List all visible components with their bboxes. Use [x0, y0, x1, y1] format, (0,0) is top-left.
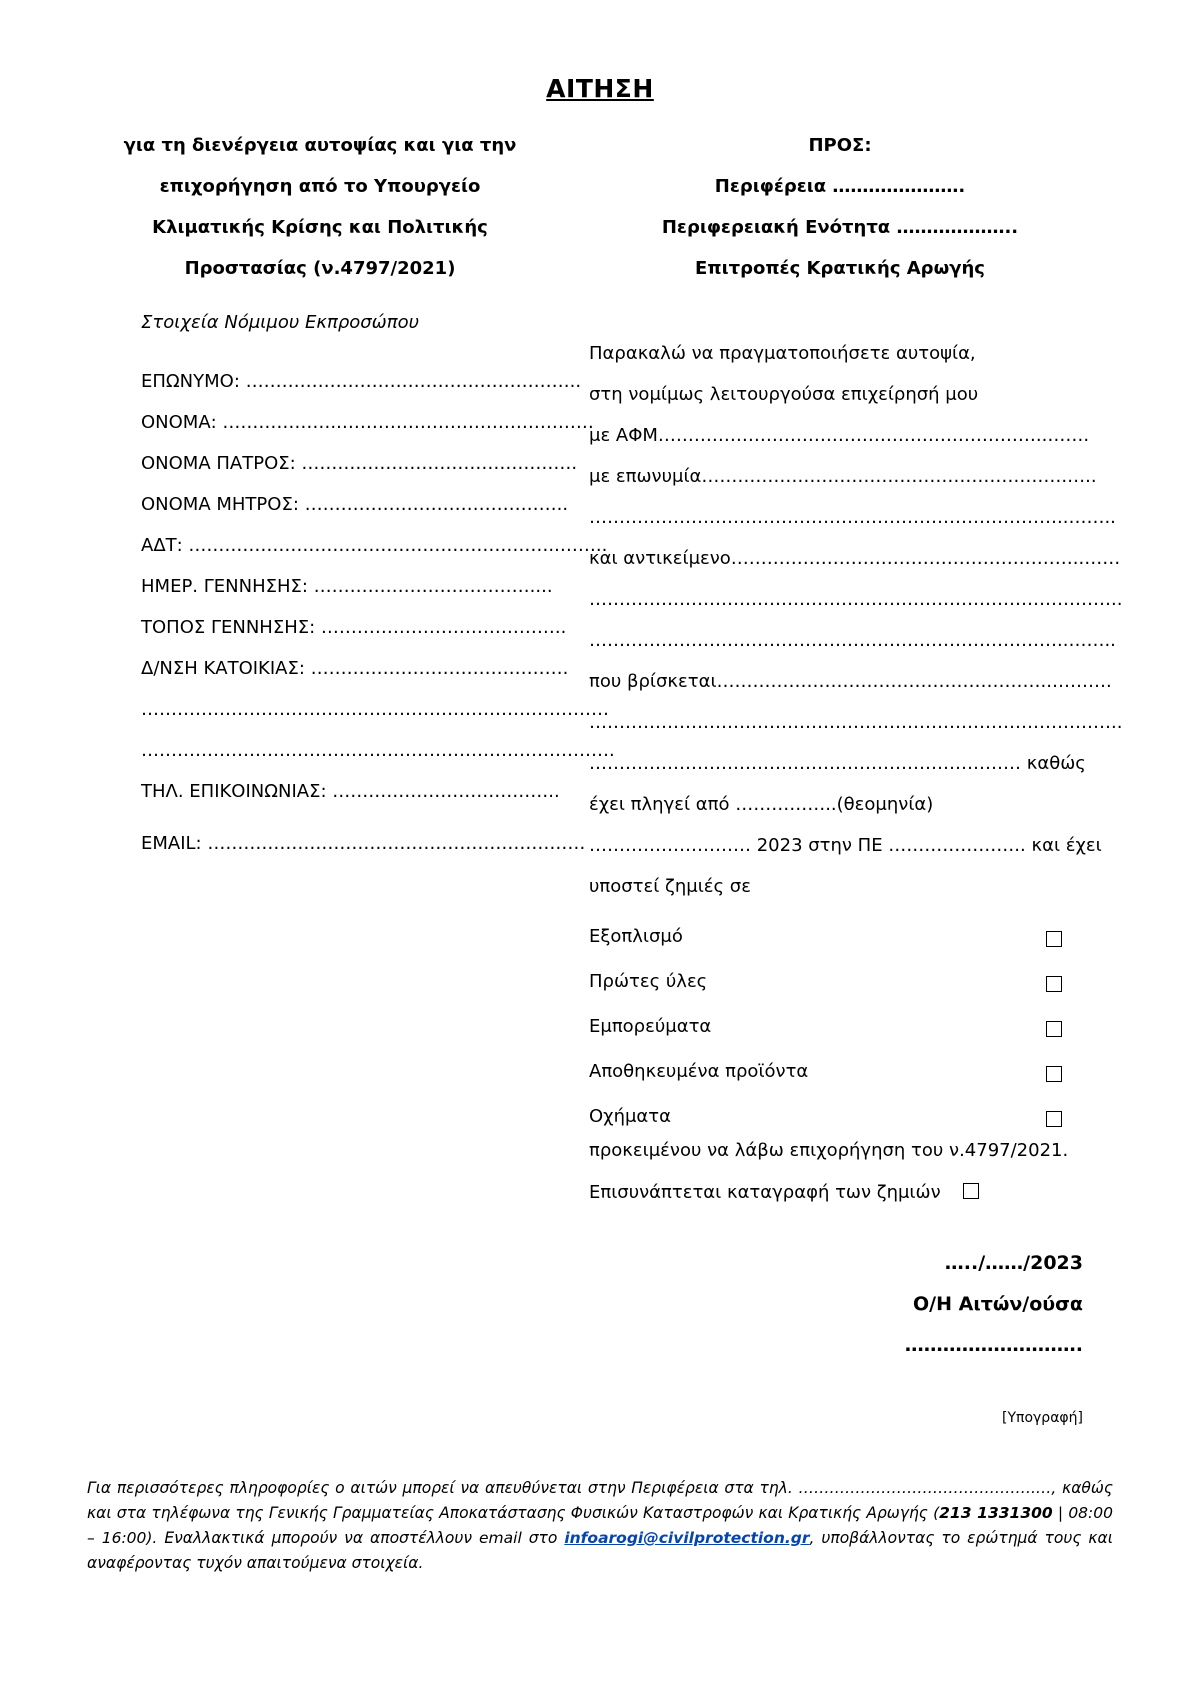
subject-line: Κλιματικής Κρίσης και Πολιτικής: [152, 217, 488, 238]
date-field[interactable]: …../……/2023: [944, 1252, 1083, 1274]
damage-option-label: Εμπορεύματα: [589, 1016, 712, 1037]
damage-option-label: Εξοπλισμό: [589, 926, 683, 947]
purpose-line: προκειμένου να λάβω επιχορήγηση του ν.4797/2021.: [589, 1140, 1069, 1161]
raw-materials-checkbox[interactable]: [1046, 976, 1062, 992]
id-number-field[interactable]: ΑΔΤ: ……………………………………………………..……..: [141, 535, 608, 556]
recipient-line: Περιφέρεια ………………….: [714, 176, 966, 197]
recipient-line: Επιτροπές Κρατικής Αρωγής: [695, 258, 985, 279]
disaster-field[interactable]: έχει πληγεί από ……………..(θεομηνία): [589, 794, 934, 815]
footer-text: | 08:00 – 16:00). Εναλλακτικά μπορούν να αποστέλλουν email στο: [87, 1504, 1113, 1547]
footer-text: , υποβάλλοντας το ερώτημά τους και αναφέροντας τυχόν απαιτούμενα στοιχεία.: [87, 1529, 1114, 1572]
vehicles-checkbox[interactable]: [1046, 1111, 1062, 1127]
subject-line: Προστασίας (ν.4797/2021): [184, 258, 456, 279]
applicant-label: Ο/Η Αιτών/ούσα: [913, 1293, 1083, 1315]
page-title: ΑΙΤΗΣΗ: [546, 74, 654, 103]
damage-option-label: Αποθηκευμένα προϊόντα: [589, 1061, 809, 1082]
section-label: Στοιχεία Νόμιμου Εκπροσώπου: [141, 312, 419, 333]
business-activity-line[interactable]: ……………………………………………………………………………..: [589, 589, 1123, 610]
business-name-line[interactable]: ……………………………………………………………………..……..: [589, 507, 1116, 528]
surname-field[interactable]: ΕΠΩΝΥΜΟ: ………………………………………………..: [141, 371, 582, 392]
damage-option-label: Οχήματα: [589, 1106, 671, 1127]
afm-field[interactable]: με ΑΦΜ………………………………………………………..…….: [589, 425, 1090, 446]
signature-caption: [Υπογραφή]: [1002, 1410, 1083, 1426]
email-field[interactable]: EMAIL: ………………………………………………………: [141, 833, 586, 854]
attached-label: Επισυνάπτεται καταγραφή των ζημιών: [589, 1182, 941, 1203]
attached-checkbox[interactable]: [963, 1183, 979, 1199]
address-field[interactable]: Δ/ΝΣΗ ΚΑΤΟΙΚΙΑΣ: …………………………………….: [141, 658, 569, 679]
location-field[interactable]: που βρίσκεται………………………………………………..……….: [589, 671, 1112, 692]
stored-products-checkbox[interactable]: [1046, 1066, 1062, 1082]
business-activity-line[interactable]: ……………………………………………………………………..……..: [589, 630, 1116, 651]
subject-line: για τη διενέργεια αυτοψίας και για την: [123, 135, 517, 156]
recipient-line: ΠΡΟΣ:: [808, 135, 872, 156]
business-name-field[interactable]: με επωνυμία…………………………………………………….…..: [589, 466, 1097, 487]
merchandise-checkbox[interactable]: [1046, 1021, 1062, 1037]
recipient-line: Περιφερειακή Ενότητα ………………..: [661, 217, 1019, 238]
birth-date-field[interactable]: ΗΜΕΡ. ΓΕΝΝΗΣΗΣ: ………………………………....: [141, 576, 553, 597]
business-activity-field[interactable]: και αντικείμενο…………………………………………………..……: [589, 548, 1121, 569]
first-name-field[interactable]: ΟΝΟΜΑ: ………………..……………………………………: [141, 412, 594, 433]
birth-place-field[interactable]: ΤΟΠΟΣ ΓΕΝΝΗΣΗΣ: …………………………………..: [141, 617, 567, 638]
location-line[interactable]: ……………………………………………………………………………..: [589, 712, 1123, 733]
signature-line[interactable]: ……………………….: [904, 1334, 1083, 1356]
address-line[interactable]: …………………………………………………………………….: [141, 740, 615, 761]
footer-email-link[interactable]: infoarogi@civilprotection.gr: [564, 1529, 810, 1547]
footer-note: [87, 1476, 1113, 1576]
damage-option-label: Πρώτες ύλες: [589, 971, 708, 992]
disaster-date-region-field[interactable]: ……………………… 2023 στην ΠΕ ………………….. και έχει: [589, 835, 1102, 856]
address-line[interactable]: ……………………………………………………………………: [141, 699, 609, 720]
request-line: υποστεί ζημιές σε: [589, 876, 751, 897]
request-line: στη νομίμως λειτουργούσα επιχείρησή μου: [589, 384, 979, 405]
request-line: Παρακαλώ να πραγματοποιήσετε αυτοψία,: [589, 343, 976, 364]
location-line[interactable]: ……………………………………………………………… καθώς: [589, 753, 1086, 774]
subject-heading: [120, 125, 520, 289]
mother-name-field[interactable]: ΟΝΟΜΑ ΜΗΤΡΟΣ: ……………………………………..: [141, 494, 569, 515]
subject-line: επιχορήγηση από το Υπουργείο: [159, 176, 481, 197]
equipment-checkbox[interactable]: [1046, 931, 1062, 947]
footer-phone: 213 1331300: [939, 1504, 1053, 1522]
father-name-field[interactable]: ΟΝΟΜΑ ΠΑΤΡΟΣ: ……………………………………….: [141, 453, 578, 474]
recipient-heading: [630, 125, 1050, 289]
phone-field[interactable]: ΤΗΛ. ΕΠΙΚΟΙΝΩΝΙΑΣ: ………………………………..: [141, 781, 560, 802]
footer-text: Για περισσότερες πληροφορίες ο αιτών μπορεί να απευθύνεται στην Περιφέρεια στα τηλ. ……………………………………….…, καθώς και στα τηλέφωνα της Γενικής Γραμματείας Αποκατάστασης Φυσικών Καταστροφών και Κρατικής Αρωγής (: [87, 1479, 1113, 1522]
